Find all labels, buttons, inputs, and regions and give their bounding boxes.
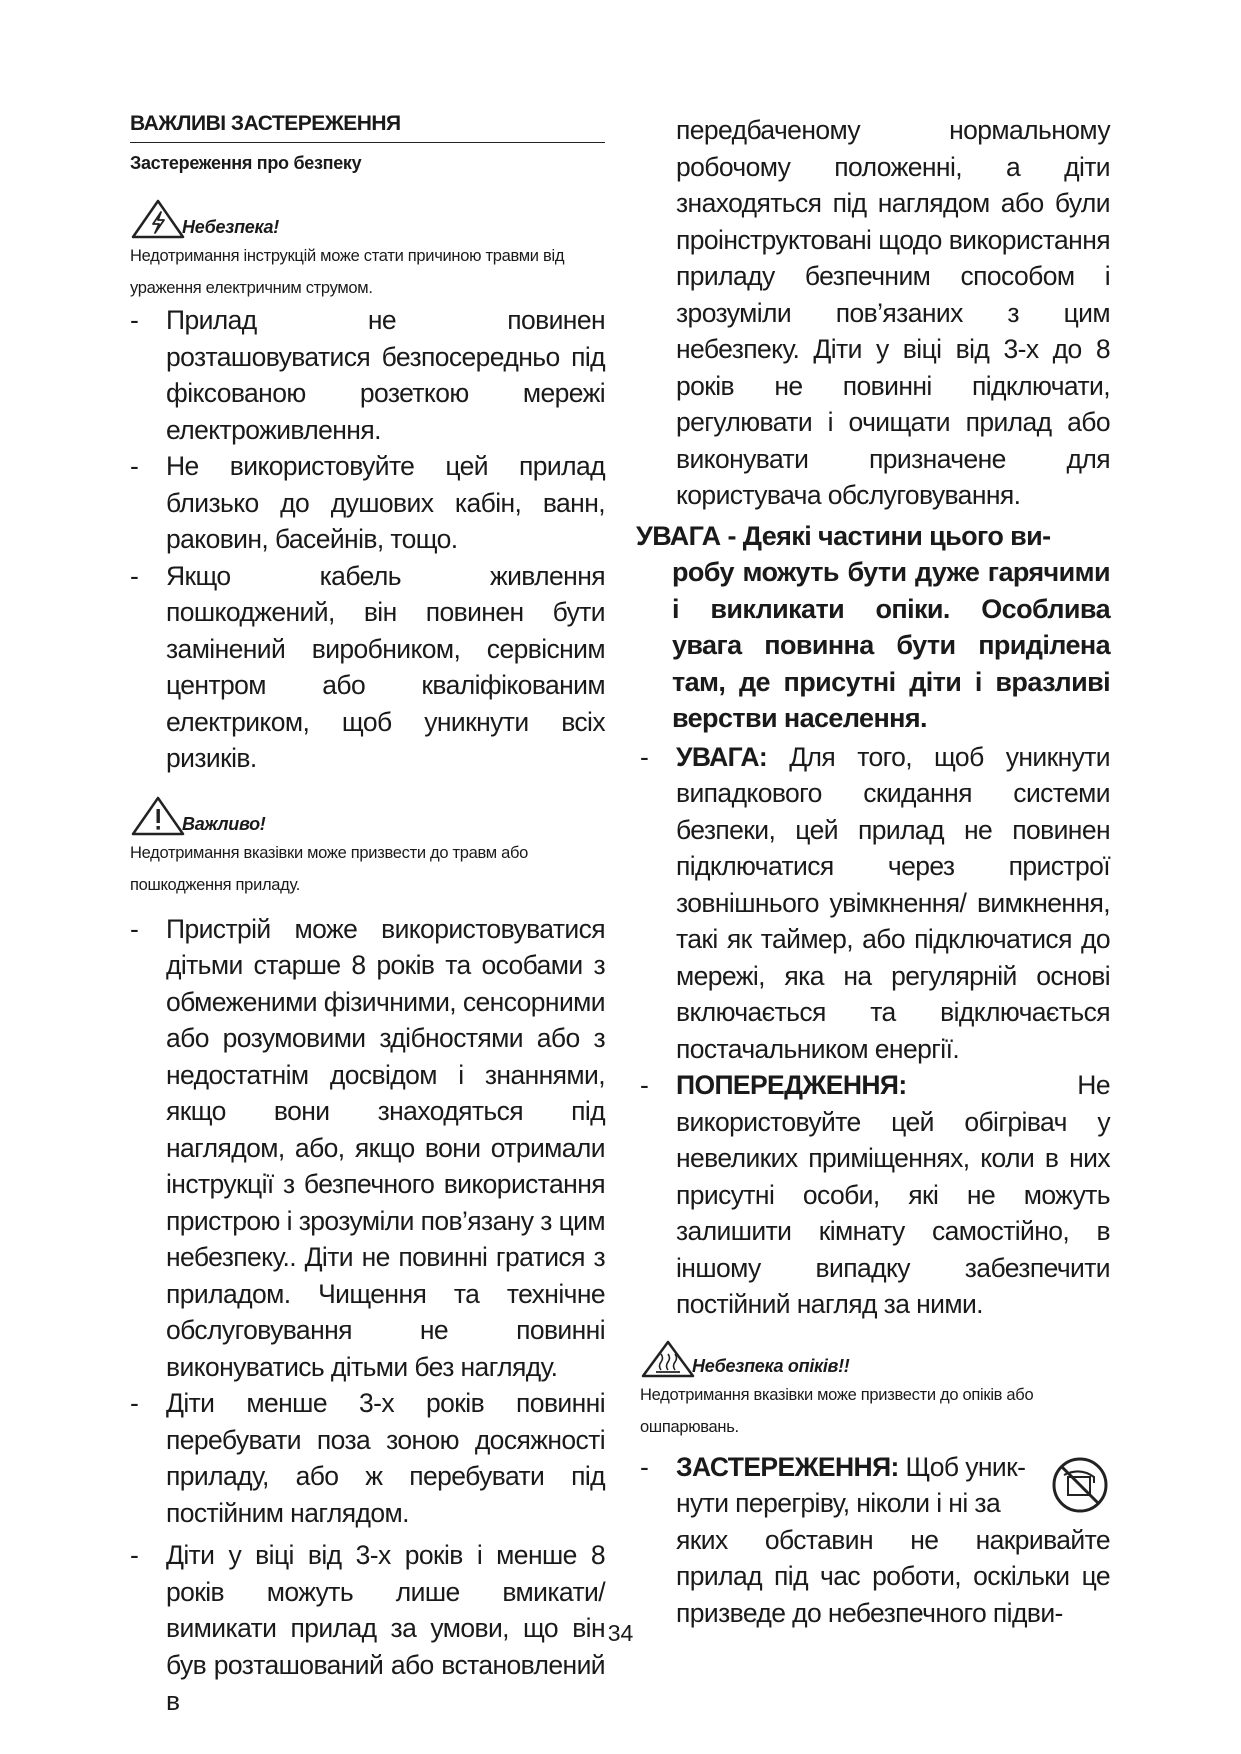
list-item: - Діти менше 3-х років повинні перебувати поза зоною досяжності приладу, або ж перебувати під постійним наглядом. bbox=[130, 1385, 605, 1531]
continued-paragraph: передбаченому нормальному робочому положенні, а діти знаходяться під наглядом або були проінструктовані щодо використання приладу безпечним способом і зрозуміли пов’язаних з цим небезпеку. Діти у віці від 3-х до 8 років не повинні підключати, регулювати і очищати прилад або виконувати призначене для користувача обслуговування. bbox=[676, 115, 1110, 510]
warning-triangle-icon bbox=[130, 795, 186, 837]
list-item-text: Пристрій може використовуватися дітьми старше 8 років та особами з обмеженими фізичними, сенсорними або розумовими здібностями або з недостатнім досвідом і знаннями, якщо вони знаходяться під наглядом, або, якщо вони отримали інструкції з безпечного використання пристрою і зрозуміли пов’язану з цим небезпеку.. Діти не повинні гратися з приладом. Чищення та технічне обслуговування не повинні виконуватись дітьми без нагляду. bbox=[166, 913, 605, 1382]
list-item-text: Діти у віці від 3-х років і менше 8 років можуть лише вмикати/вимикати прилад за умови, що він був розташований або встановлений в bbox=[166, 1540, 605, 1716]
list-item-text: Не використовуйте цей прилад близько до душових кабін, ванн, раковин, басейнів, тощо. bbox=[166, 451, 605, 554]
burn-note: Недотримання вказівки може призвести до опіків або ошпарювань. bbox=[640, 1385, 1034, 1436]
list-item-text: Прилад не повинен розташовуватися безпосередньо під фіксованою розеткою мережі електроживлення. bbox=[166, 305, 605, 445]
burn-label: Небезпека опіків!! bbox=[692, 1355, 850, 1376]
attention-paragraph bbox=[636, 518, 1110, 737]
danger-note: Недотримання інструкцій може стати причиною травми від ураження електричним струмом. bbox=[130, 247, 565, 297]
burn-first-lines-text bbox=[676, 1449, 1050, 1522]
list-item-text: Якщо кабель живлення пошкоджений, він повинен бути замінений виробником, сервісним центром або кваліфікованим електриком, щоб уникнути всіх ризиків. bbox=[166, 560, 605, 773]
list-item-text bbox=[676, 1449, 1110, 1632]
section-title: ВАЖЛИВІ ЗАСТЕРЕЖЕННЯ bbox=[130, 112, 605, 143]
keyword: ПОПЕРЕДЖЕННЯ: bbox=[676, 1070, 907, 1100]
danger-heading bbox=[130, 198, 605, 240]
keyword: ЗАСТЕРЕЖЕННЯ: bbox=[676, 1451, 899, 1482]
page-number: 34 bbox=[607, 1620, 634, 1646]
list-item: - ПОПЕРЕДЖЕННЯ: Не використовуйте цей обігрівач у невеликих приміщеннях, коли в них присутні особи, які не можуть залишити кімнату самостійно, в іншому випадку забезпечити постійний нагляд за ними. bbox=[640, 1067, 1110, 1323]
burn-first-lines bbox=[676, 1449, 1110, 1522]
burn-heading bbox=[640, 1339, 1110, 1379]
electric-shock-warning-icon bbox=[130, 198, 186, 240]
item-body: Для того, щоб уникнути випадкового скидання системи безпеки, цей прилад не повинен підключатися через пристрої зовнішнього увімкнення/ вимкнення, такі як таймер, або підключатися до мережі, яка на регулярній основі включається та відключається постачальником енергії. bbox=[676, 741, 1110, 1064]
important-note: Недотримання вказівки може призвести до травм або пошкодження приладу. bbox=[130, 843, 529, 894]
list-item-text bbox=[676, 1067, 1110, 1323]
right-column bbox=[636, 112, 1110, 1631]
burn-line2: нути перегріву, ніколи і ні за bbox=[676, 1488, 1001, 1518]
list-item: - Якщо кабель живлення пошкоджений, він повинен бути замінений виробником, сервісним центром або кваліфікованим електриком, щоб уникнути всіх ризиків. bbox=[130, 558, 605, 777]
do-not-cover-icon bbox=[1050, 1455, 1110, 1515]
list-item: - Не використовуйте цей прилад близько до душових кабін, ванн, раковин, басейнів, тощо. bbox=[130, 448, 605, 558]
attention-lead: УВАГА - Деякі частини цього ви- bbox=[636, 520, 1051, 551]
item-body: Не використовуйте цей обігрівач у невеликих приміщеннях, коли в них присутні особи, які не можуть залишити кімнату самостійно, в іншому випадку забезпечити постійний нагляд за ними. bbox=[676, 1070, 1110, 1319]
list-item: - ЗАСТЕРЕЖЕННЯ: Щоб уник- нути перегріву, ніколи і ні за яких обставин не накривайте прилад під час роботи, оскільки це призведе до небезпечного підви- bbox=[640, 1449, 1110, 1632]
list-item: - УВАГА: Для того, щоб уникнути випадкового скидання системи безпеки, цей прилад не повинен підключатися через пристрої зовнішнього увімкнення/ вимкнення, такі як таймер, або підключатися до мережі, яка на регулярній основі включається та відключається постачальником енергії. bbox=[640, 739, 1110, 1068]
section-subtitle: Застереження про безпеку bbox=[130, 153, 362, 173]
left-column bbox=[130, 112, 605, 1720]
list-item: - Прилад не повинен розташовуватися безпосередньо під фіксованою розеткою мережі електроживлення. bbox=[130, 302, 605, 448]
list-item: - Пристрій може використовуватися дітьми старше 8 років та особами з обмеженими фізичними, сенсорними або розумовими здібностями або з недостатнім досвідом і знаннями, якщо вони знаходяться під наглядом, або, якщо вони отримали інструкції з безпечного використання пристрою і зрозуміли пов’язану з цим небезпеку.. Діти не повинні гратися з приладом. Чищення та технічне обслуговування не повинні виконуватись дітьми без нагляду. bbox=[130, 911, 605, 1386]
important-heading bbox=[130, 795, 605, 837]
hot-surface-warning-icon bbox=[640, 1339, 696, 1379]
keyword: УВАГА: bbox=[676, 741, 768, 772]
burn-line1: Щоб уник- bbox=[898, 1451, 1026, 1482]
list-item: - Діти у віці від 3-х років і менше 8 років можуть лише вмикати/вимикати прилад за умови, що він був розташований або встановлений в bbox=[130, 1537, 605, 1720]
important-label: Важливо! bbox=[182, 813, 266, 834]
list-item-text: Діти менше 3-х років повинні перебувати поза зоною досяжності приладу, або ж перебувати під постійним наглядом. bbox=[166, 1388, 605, 1528]
burn-rest: яких обставин не накривайте прилад під час роботи, оскільки це призведе до небезпечного підви- bbox=[676, 1524, 1110, 1628]
danger-label: Небезпека! bbox=[182, 217, 279, 237]
list-item-text bbox=[676, 739, 1110, 1068]
attention-text: робу можуть бути дуже гарячими і викликати опіки. Особлива увага повинна бути приділена там, де присутні діти і вразливі верстви населення. bbox=[672, 557, 1110, 733]
